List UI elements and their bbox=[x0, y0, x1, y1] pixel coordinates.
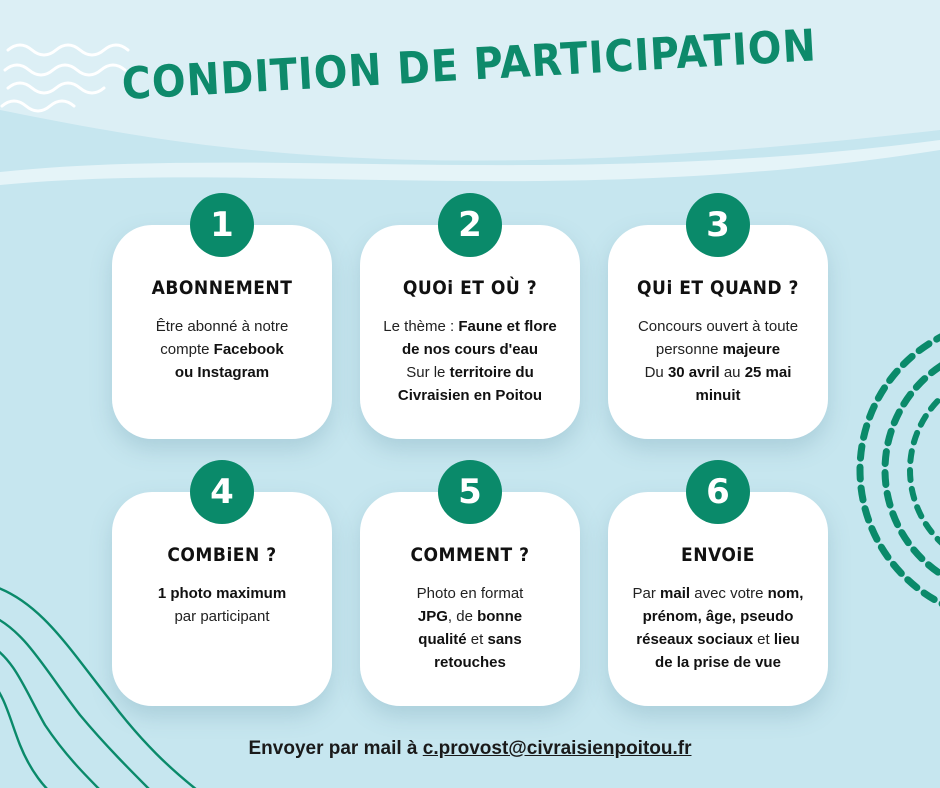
bold-text: sans bbox=[487, 631, 522, 648]
card-heading: QUOi ET OÙ ? bbox=[402, 277, 538, 299]
card-body-line bbox=[618, 338, 818, 361]
card-body-line bbox=[370, 338, 570, 361]
card-body-line bbox=[370, 361, 570, 384]
step-number-badge: 1 bbox=[190, 193, 254, 257]
card-body-line bbox=[618, 582, 818, 605]
text: Être abonné à notre bbox=[155, 318, 289, 335]
bold-text: ou Instagram bbox=[174, 364, 270, 381]
card-body bbox=[370, 315, 570, 407]
text: par participant bbox=[174, 608, 270, 625]
card-body-line bbox=[618, 605, 818, 628]
card-heading: QUi ET QUAND ? bbox=[637, 277, 799, 299]
bold-text: minuit bbox=[695, 387, 741, 404]
card-heading: ENVOiE bbox=[681, 544, 755, 566]
card-body-line bbox=[122, 582, 322, 605]
card-body-line bbox=[122, 361, 322, 384]
text: , de bbox=[447, 608, 478, 625]
card-body bbox=[122, 582, 322, 628]
text: et bbox=[753, 631, 774, 648]
bold-text: qualité bbox=[418, 631, 467, 648]
card-body-line bbox=[122, 338, 322, 361]
step-number-badge: 2 bbox=[438, 193, 502, 257]
card-body-line bbox=[618, 361, 818, 384]
card-body-line bbox=[618, 315, 818, 338]
bold-text: JPG bbox=[417, 608, 448, 625]
text: Sur le bbox=[406, 364, 450, 381]
card-body-line bbox=[370, 315, 570, 338]
bold-text: de nos cours d'eau bbox=[401, 341, 539, 358]
bold-text: nom, bbox=[767, 585, 804, 602]
card-body-line bbox=[122, 315, 322, 338]
bold-text: territoire du bbox=[449, 364, 534, 381]
card-heading: COMBiEN ? bbox=[167, 544, 277, 566]
card-body bbox=[618, 315, 818, 407]
card-body bbox=[370, 582, 570, 674]
bold-text: Faune et flore bbox=[458, 318, 557, 335]
email-link[interactable]: c.provost@civraisienpoitou.fr bbox=[422, 738, 692, 759]
bold-text: réseaux sociaux bbox=[636, 631, 754, 648]
card-heading: COMMENT ? bbox=[410, 544, 530, 566]
text: Le thème : bbox=[383, 318, 459, 335]
bold-text: bonne bbox=[477, 608, 523, 625]
bold-text: lieu bbox=[773, 631, 800, 648]
bold-text: mail bbox=[660, 585, 691, 602]
condition-card-5 bbox=[360, 492, 580, 706]
footer-prefix: Envoyer par mail à bbox=[248, 738, 423, 759]
step-number-badge: 4 bbox=[190, 460, 254, 524]
condition-card-6 bbox=[608, 492, 828, 706]
step-number-badge: 3 bbox=[686, 193, 750, 257]
card-body-line bbox=[370, 628, 570, 651]
text: Photo en format bbox=[416, 585, 524, 602]
text: Du bbox=[644, 364, 668, 381]
condition-card-1 bbox=[112, 225, 332, 439]
card-body-line bbox=[370, 651, 570, 674]
card-heading: ABONNEMENT bbox=[151, 277, 293, 299]
card-body-line bbox=[370, 605, 570, 628]
bold-text: 1 photo maximum bbox=[157, 585, 287, 602]
bold-text: Facebook bbox=[213, 341, 284, 358]
text: avec votre bbox=[690, 585, 768, 602]
card-body bbox=[122, 315, 322, 384]
text: compte bbox=[160, 341, 214, 358]
bold-text: Civraisien en Poitou bbox=[397, 387, 543, 404]
bold-text: retouches bbox=[434, 654, 506, 671]
card-body-line bbox=[370, 582, 570, 605]
bold-text: majeure bbox=[722, 341, 781, 358]
condition-card-3 bbox=[608, 225, 828, 439]
text: Concours ouvert à toute bbox=[637, 318, 799, 335]
card-body bbox=[618, 582, 818, 674]
page-title: CONDITION DE PARTICIPATION bbox=[120, 20, 818, 111]
card-body-line bbox=[618, 628, 818, 651]
text: au bbox=[719, 364, 745, 381]
card-body-line bbox=[122, 605, 322, 628]
bold-text: 25 mai bbox=[744, 364, 792, 381]
bold-text: prénom, âge, pseudo bbox=[642, 608, 794, 625]
card-body-line bbox=[370, 384, 570, 407]
bold-text: de la prise de vue bbox=[655, 654, 781, 671]
step-number-badge: 6 bbox=[686, 460, 750, 524]
bold-text: 30 avril bbox=[667, 364, 720, 381]
condition-card-2 bbox=[360, 225, 580, 439]
card-body-line bbox=[618, 651, 818, 674]
text: et bbox=[466, 631, 488, 648]
card-body-line bbox=[618, 384, 818, 407]
text: personne bbox=[655, 341, 723, 358]
condition-card-4 bbox=[112, 492, 332, 706]
text: Par bbox=[632, 585, 661, 602]
footer-contact bbox=[0, 738, 940, 760]
step-number-badge: 5 bbox=[438, 460, 502, 524]
